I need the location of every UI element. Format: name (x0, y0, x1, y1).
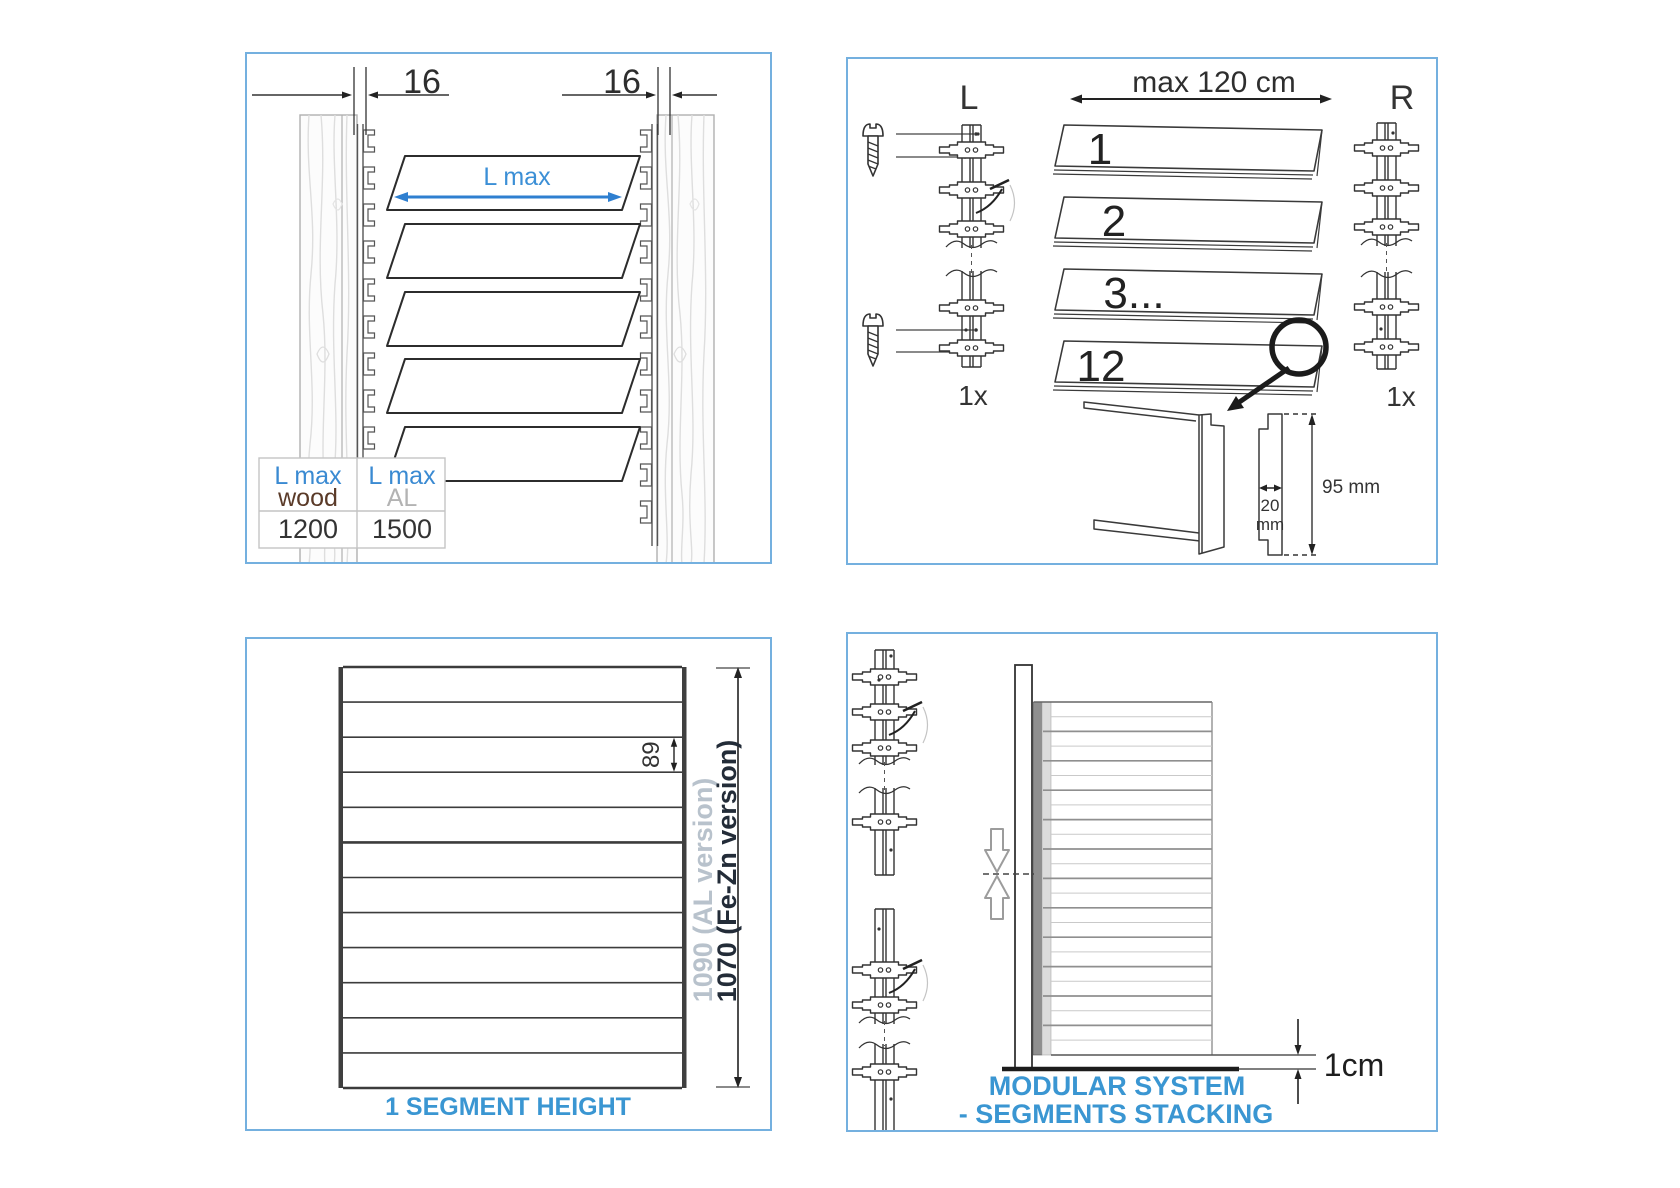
dim-16-right: 16 (603, 63, 641, 101)
segment-stack-side-view (1033, 702, 1212, 1055)
table-col2-header-bottom: AL (386, 484, 418, 512)
table-col2-header-top: L max (368, 462, 436, 490)
segment-slats (339, 667, 687, 1088)
slat-pitch-dimension (638, 738, 677, 772)
gap-value: 1cm (1323, 1047, 1385, 1083)
bracket-rail-right-icon (1355, 123, 1419, 369)
ground-lines (1002, 1055, 1316, 1069)
profile-cross-section (1256, 414, 1380, 555)
mounting-rail-right-icon (641, 124, 658, 546)
bracket-rail-lower-icon (853, 909, 928, 1130)
stacking-caption-line2: - SEGMENTS STACKING (958, 1099, 1274, 1129)
table-col1-header-top: L max (274, 462, 342, 490)
dim-16-left: 16 (403, 63, 441, 101)
slat-number-2: 2 (1101, 197, 1127, 246)
segment-caption: 1 SEGMENT HEIGHT (385, 1093, 631, 1121)
table-col1-header-bottom: wood (278, 484, 338, 512)
wood-post-right-icon (657, 115, 714, 562)
post-side-view (1015, 665, 1032, 1069)
stacking-drawing (848, 634, 1436, 1130)
assembly-drawing (848, 59, 1436, 563)
profile-thickness-unit: mm (1255, 515, 1285, 534)
lmax-table (259, 458, 445, 548)
height-al-label: 1090 (AL version) (688, 777, 718, 1003)
slat-number-12: 12 (1076, 342, 1126, 391)
panel-stacking-diagram (846, 632, 1438, 1132)
bracket-rail-upper-icon (853, 650, 928, 875)
gap-dimension (1295, 1019, 1385, 1104)
slat-number-3: 3... (1103, 269, 1165, 318)
right-rail-count: 1x (1386, 381, 1416, 412)
panel-segment-height-diagram (245, 637, 772, 1131)
table-col1-value: 1200 (277, 514, 339, 544)
profile-height-dim (1309, 414, 1316, 555)
profile-thickness-value: 20 (1260, 496, 1280, 515)
height-fezn-label: 1070 (Fe-Zn version) (712, 739, 742, 1003)
stacking-caption-line1: MODULAR SYSTEM (988, 1071, 1246, 1101)
max-width-label: max 120 cm (1132, 66, 1296, 99)
screw-icon (863, 124, 883, 176)
slats (387, 156, 640, 481)
slat-3 (1053, 269, 1322, 323)
slat-pitch-value: 89 (638, 741, 665, 769)
segment-rail-left (339, 667, 344, 1088)
left-rail-label: L (959, 79, 979, 117)
segment-rail-right (682, 667, 687, 1088)
table-col2-value: 1500 (371, 514, 433, 544)
slat-2 (1053, 197, 1322, 251)
slat-length-label: L max (483, 163, 551, 191)
screw-icon (863, 314, 883, 366)
slat-number-1: 1 (1087, 125, 1113, 174)
slat-width-drawing (247, 54, 770, 562)
panel-assembly-diagram (846, 57, 1438, 565)
segment-drawing (247, 639, 770, 1129)
slat-profile-detail (1084, 402, 1224, 554)
profile-height-value: 95 mm (1322, 477, 1381, 498)
right-rail-label: R (1389, 79, 1415, 117)
panel-slat-width-diagram (245, 52, 772, 564)
left-rail-count: 1x (958, 380, 988, 411)
